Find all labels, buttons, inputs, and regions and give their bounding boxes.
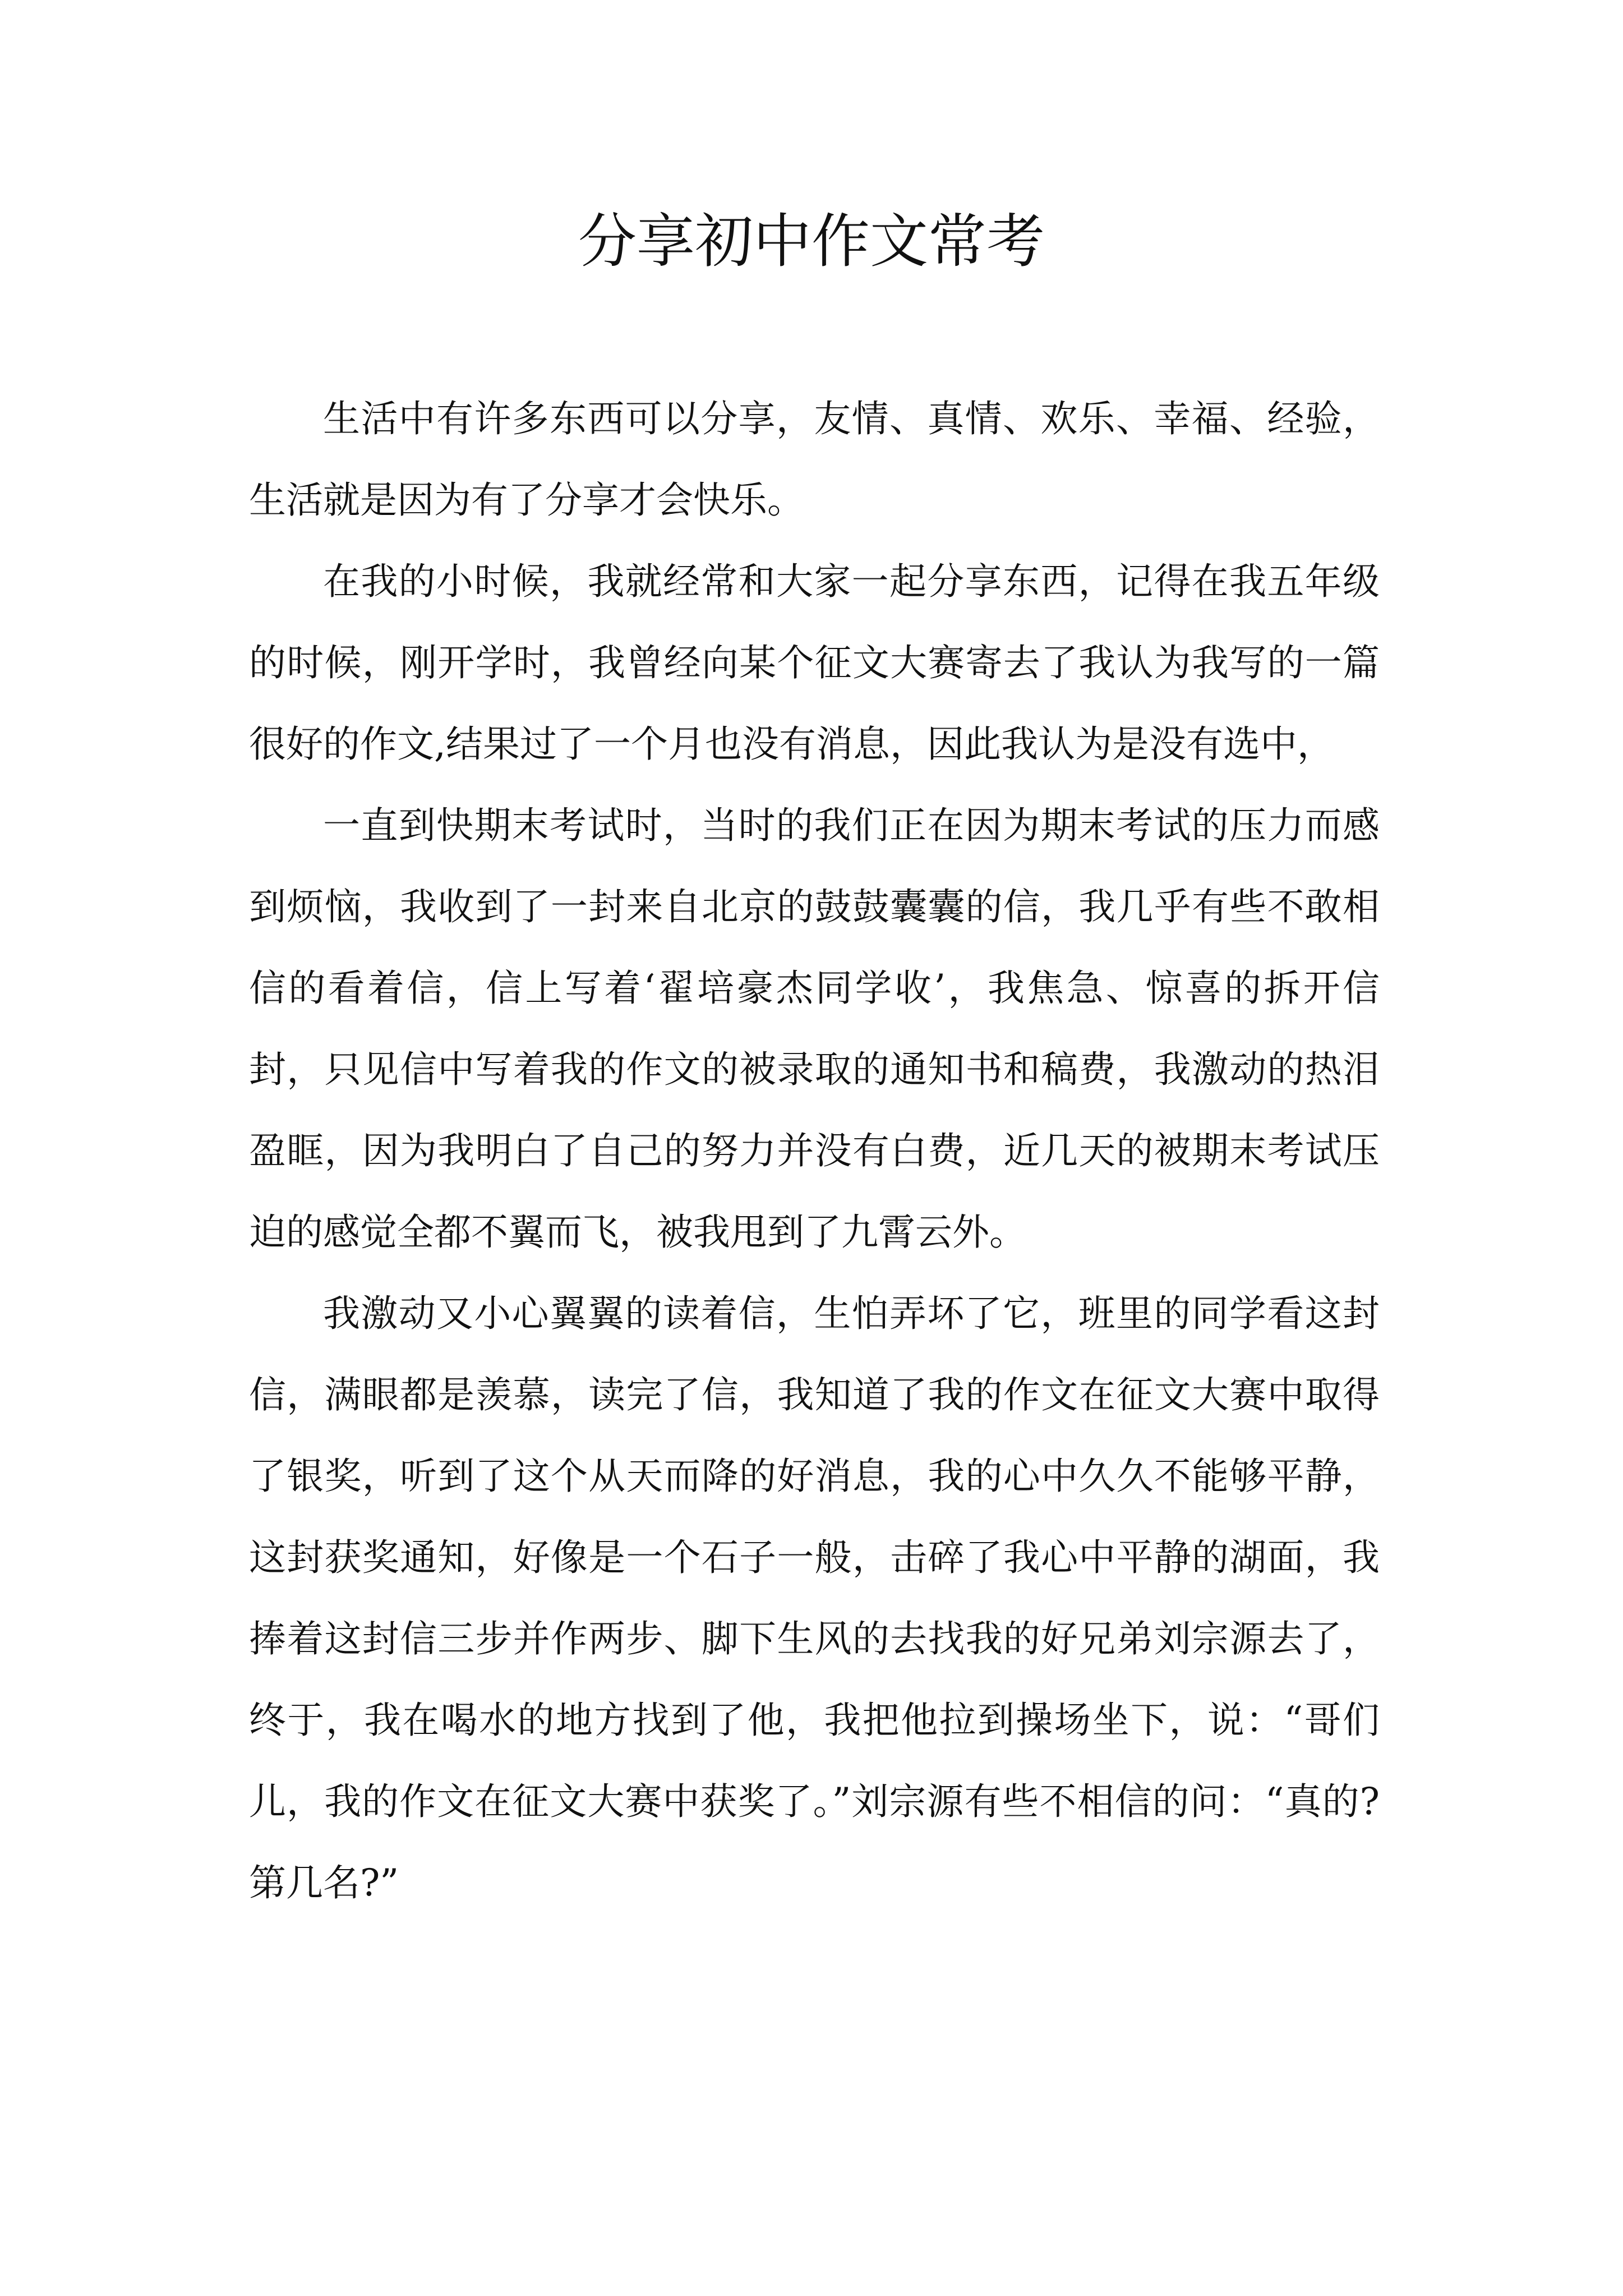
document-title: 分享初中作文常考 [578,207,1045,275]
document-body [249,378,1380,1924]
paragraph: 一直到快期末考试时，当时的我们正在因为期末考试的压力而感到烦恼，我收到了一封来自北京的鼓鼓囊囊的信，我几乎有些不敢相信的看着信，信上写着‘翟培豪杰同学收’，我焦急、惊喜的拆开信封，只见信中写着我的作文的被录取的通知书和稿费，我激动的热泪盈眶，因为我明白了自己的努力并没有白费，近几天的被期末考试压迫的感觉全都不翼而飞，被我甩到了九霄云外。 [249,804,1380,1254]
paragraph: 我激动又小心翼翼的读着信，生怕弄坏了它，班里的同学看这封信，满眼都是羡慕，读完了信，我知道了我的作文在征文大赛中取得了银奖，听到了这个从天而降的好消息，我的心中久久不能够平静，这封获奖通知，好像是一个石子一般，击碎了我心中平静的湖面，我捧着这封信三步并作两步、脚下生风的去找我的好兄弟刘宗源去了，终于，我在喝水的地方找到了他，我把他拉到操场坐下，说：“哥们儿，我的作文在征文大赛中获奖了。”刘宗源有些不相信的问：“真的?第几名?” [249,1292,1380,1904]
paragraph: 生活中有许多东西可以分享，友情、真情、欢乐、幸福、经验，生活就是因为有了分享才会快乐。 [249,397,1380,522]
paragraph: 在我的小时候，我就经常和大家一起分享东西，记得在我五年级的时候，刚开学时，我曾经向某个征文大赛寄去了我认为我写的一篇很好的作文,结果过了一个月也没有消息，因此我认为是没有选中， [249,560,1380,766]
